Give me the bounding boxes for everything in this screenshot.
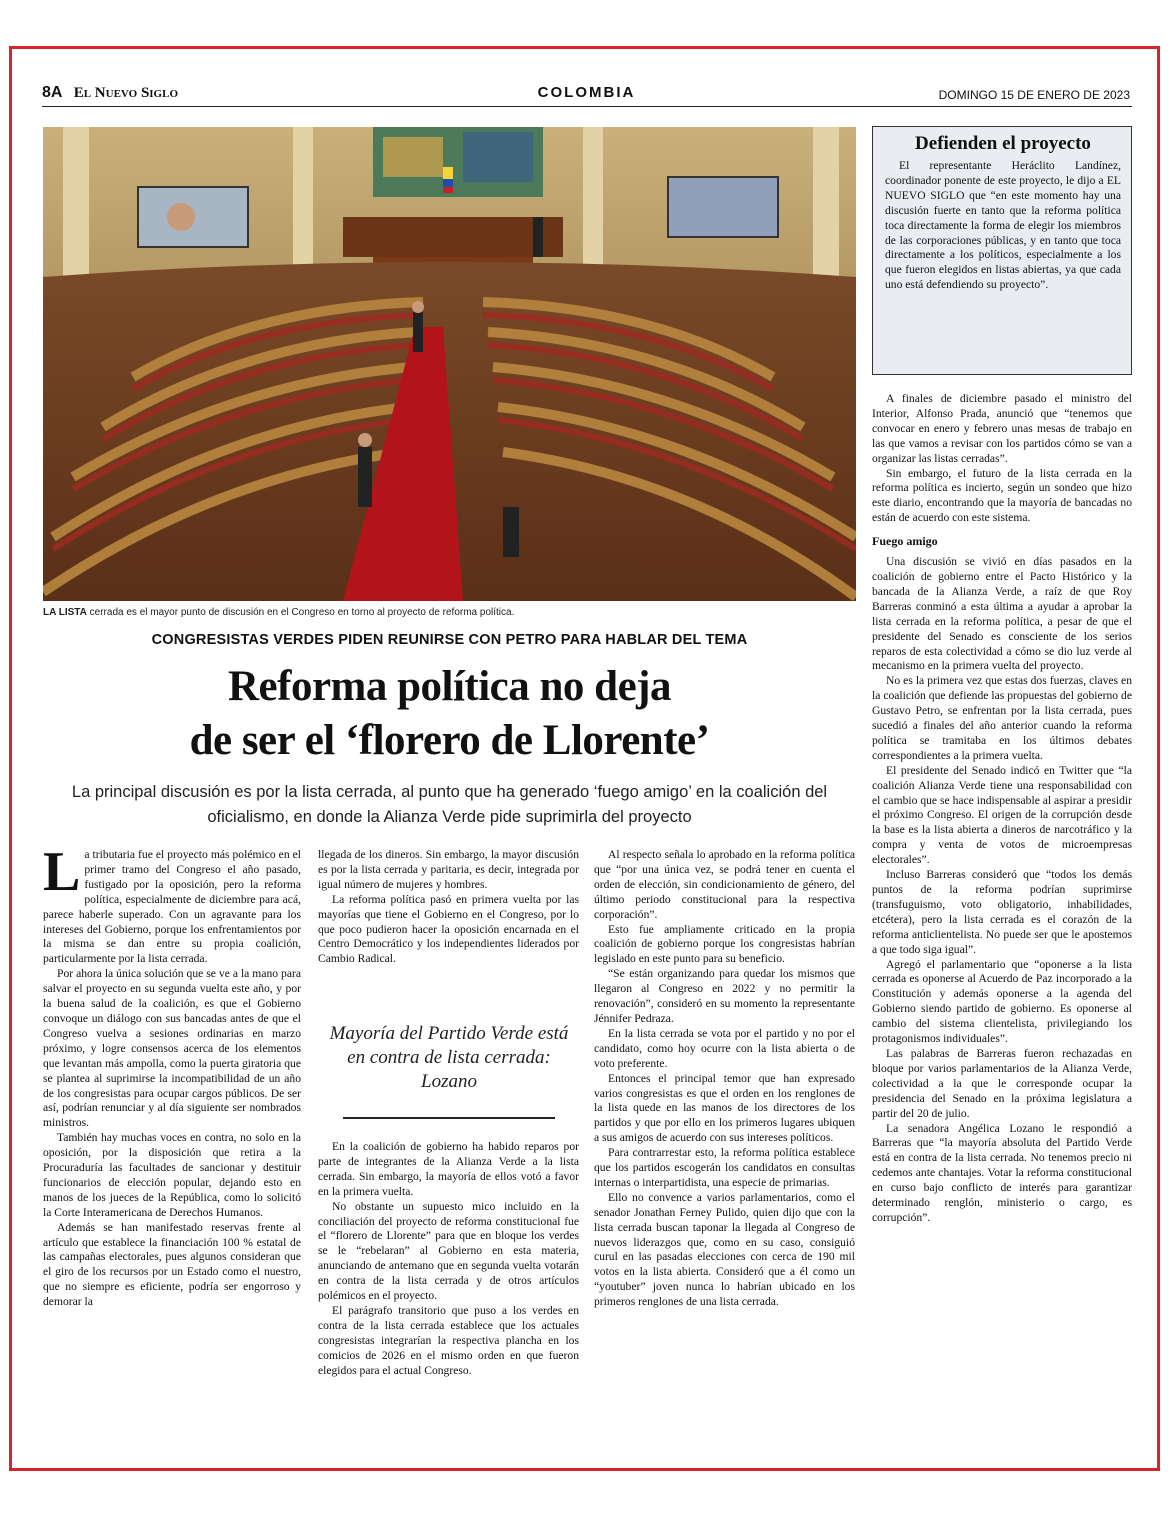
paragraph: Para contrarrestar esto, la reforma política establece que los partidos escogerán los candidatos en consultas internas o interpartidista, una especie de primarias. (594, 1146, 855, 1189)
article-column-2-continued (318, 1140, 579, 1379)
paragraph: El parágrafo transitorio que puso a los verdes en contra de la lista cerrada establece que los actuales congresistas integrarían la respectiva plancha en los comicios de 2026 en el mismo orden en que fueron elegidos para el actual Congreso. (318, 1303, 579, 1377)
paragraph: Esto fue ampliamente criticado en la propia coalición de gobierno porque los congresistas habrían legislado en este punto para su beneficio. (594, 922, 855, 966)
sidebar-box-text: El representante Heráclito Landínez, coordinador ponente de este proyecto, le dijo a EL NUEVO SIGLO que “en este momento hay una discusión fuerte en tanto que la reforma política toca directamente la forma de elegir los miembros de las corporaciones públicas, y en tanto que toca directamente a los políticos, especialmente a los que fueron elegidos en listas abiertas, ya que cada uno está defendiendo su proyecto”. (885, 159, 1121, 292)
paragraph: Al respecto señala lo aprobado en la reforma política que “por una única vez, se podrá tener en cuenta el orden de elección, sin condicionamiento de género, del último periodo constitucional para la respectiva corporación”. (594, 848, 855, 921)
paragraph: Incluso Barreras consideró que “todos los demás puntos de la reforma podrían suprimirse (transfuguismo, voto obligatorio, inhabilidades, etcétera), pero la lista cerrada es el corazón de la reforma anticlientelista. No puede ser que le apostemos a que todo siga igual”. (872, 868, 1132, 956)
page-number: 8A (42, 84, 63, 101)
paragraph: Las palabras de Barreras fueron rechazadas en bloque por varios parlamentarios de la Alianza Verde, colectividad a la que le corresponde ocupar la presidencia del Senado en la próxima legislatura a partir del 20 de julio. (872, 1046, 1132, 1120)
paragraph: Sin embargo, el futuro de la lista cerrada en la reforma política es incierto, según un sondeo que hizo este diario, encontrando que la mayoría de bancadas no están de acuerdo con este sistema. (872, 466, 1132, 525)
paragraph: Por ahora la única solución que se ve a la mano para salvar el proyecto en su segunda vuelta este año, y por la buena salud de la coalición, es que el Gobierno convoque un diálogo con sus bancadas antes de que el Congreso vuelva a sesiones ordinarias en marzo próximo, y logre consensos acerca de los elementos que levantan más ampolla, como la puerta giratoria que se plantea al suprimirse la incompatibilidad de un año de los congresistas para ocupar cargos públicos. De ser así, podrían renunciar y al día siguiente ser nombrados ministros. (43, 967, 301, 1130)
drop-cap: L (43, 841, 81, 903)
photo-caption (43, 607, 856, 618)
issue-date: DOMINGO 15 DE ENERO DE 2023 (938, 88, 1130, 102)
paragraph: En la lista cerrada se vota por el partido y no por el candidato, como hoy ocurre con la lista abierta o de voto preferente. (594, 1026, 855, 1070)
article-column-2 (318, 848, 579, 967)
paragraph: No obstante un supuesto mico incluido en la conciliación del proyecto de reforma constitucional fue el “florero de Llorente” para que en bloque los verdes se le “rebelaran” al Gobierno en esta materia, anunciando de antemano que en segunda vuelta votarán en contra de la lista cerrada y de otros artículos polémicos en el proyecto. (318, 1199, 579, 1303)
article-kicker: CONGRESISTAS VERDES PIDEN REUNIRSE CON PETRO PARA HABLAR DEL TEMA (151, 632, 748, 648)
paragraph: Además se han manifestado reservas frente al artículo que establece la financiación 100 % estatal de las campañas electorales, pues algunos consideran que el giro de los recursos por un Estado como el nuestro, que no siempre es eficiente, podría ser engorroso y demorar la (43, 1220, 301, 1309)
sidebar-box (872, 126, 1132, 375)
paragraph: No es la primera vez que estas dos fuerzas, claves en la coalición que defiende las propuestas del gobierno de Gustavo Petro, se enfrentan por la lista cerrada, pues sucedió a finales del año anterior cuando la reforma política se tramitaba en los últimos debates correspondientes a la primera vuelta. (872, 674, 1132, 762)
headline-line-2: de ser el ‘florero de Llorente’ (189, 717, 710, 764)
paragraph: A finales de diciembre pasado el ministro del Interior, Alfonso Prada, anunció que “tenemos que convocar en enero y febrero unas mesas de trabajo en las que vamos a revisar con los partidos cómo se van a organizar las listas cerradas”. (872, 392, 1132, 465)
article-column-4 (872, 392, 1132, 1226)
paragraph: Una discusión se vivió en días pasados en la coalición de gobierno entre el Pacto Histórico y la bancada de la Alianza Verde, a raíz de que Roy Barreras conminó a esta última a ayudar a aprobar la lista cerrada en la reforma política, a pesar de que el presidente del Senado es consciente de los serios reparos de esta colectividad a cómo se dio luz verde al mecanismo en la primera vuelta del proyecto. (872, 555, 1132, 673)
newspaper-name: El Nuevo Siglo (73, 85, 179, 101)
subhead: Fuego amigo (872, 534, 938, 549)
paragraph: Ello no convence a varios parlamentarios, como el senador Jonathan Ferney Pulido, quien dijo que con la lista cerrada buscan taponar la llegada al Congreso de nuevos liderazgos que, como en su caso, consiguió curul en las pasadas elecciones con cerca de 190 mil votos en la lista abierta. Consideró que a él como un “youtuber” joven nunca lo habrían ubicado en los primeros renglones de una lista cerrada. (594, 1190, 855, 1309)
paragraph: “Se están organizando para quedar los mismos que llegaron al Congreso en 2022 y no permitir la renovación”, consideró en su momento la representante Jénnifer Pedraza. (594, 967, 855, 1025)
paragraph: La reforma política pasó en primera vuelta por las mayorías que tiene el Gobierno en el Congreso, por lo que poco pudieron hacer la oposición encarnada en el Centro Democrático y los independientes liderados por Cambio Radical. (318, 892, 579, 966)
paragraph: El presidente del Senado indicó en Twitter que “la coalición Alianza Verde tiene una responsabilidad con el cambio que se hace indispensable al aspirar a presidir el próximo Congreso. El origen de la corrupción desde la base es la lista abierta a dineros de narcotráfico y la compra y venta de votos de microempresas electorales”. (872, 763, 1132, 867)
paragraph: Entonces el principal temor que han expresado varios congresistas es que el orden en los renglones de la lista quede en las manos de los directores de los partidos y que por ello en los primeros lugares ubiquen a sus amigos de acuerdo con sus intereses políticos. (594, 1071, 855, 1145)
paragraph: La senadora Angélica Lozano le respondió a Barreras que “la mayoría absoluta del Partido Verde está en contra de la lista cerrada. No tenemos precio ni cedemos ante chantajes. Votar la reforma constitucional en curso bajo conflicto de interés para garantizar determinado renglón, ministerio o cargo, es corrupción”. (872, 1121, 1132, 1224)
pull-quote: Mayoría del Partido Verde está en contra de lista cerrada: Lozano (329, 1023, 569, 1092)
header-rule (42, 106, 1132, 107)
headline-line-1: Reforma política no deja (227, 663, 671, 710)
caption-text: cerrada es el mayor punto de discusión en el Congreso en torno al proyecto de reforma política. (86, 607, 515, 618)
paragraph: llegada de los dineros. Sin embargo, la mayor discusión es por la lista cerrada y paritaria, es decir, integrada por igual número de mujeres y hombres. (318, 848, 579, 891)
paragraph: Agregó el parlamentario que “oponerse a la lista cerrada es oponerse al Acuerdo de Paz incorporado a la Constitución y además oponerse a la agenda del Gobierno siendo partido de gobierno. Es oponerse al cambio del sistema clientelista, privilegiando los protagonismos individuales”. (872, 957, 1132, 1046)
pull-quote-rule (343, 1117, 555, 1119)
article-deck: La principal discusión es por la lista cerrada, al punto que ha generado ‘fuego amigo’ en la coalición del oficialismo, en donde la Alianza Verde pide suprimirla del proyecto (71, 783, 828, 826)
congress-photo (43, 127, 856, 601)
article-column-3 (594, 848, 855, 1310)
sidebar-box-title: Defienden el proyecto (915, 133, 1091, 154)
section-name: COLOMBIA (537, 84, 636, 101)
caption-lead: LA LISTA (43, 607, 87, 618)
paragraph: También hay muchas voces en contra, no solo en la oposición, por la disposición que retira a la Procuraduría las facultades de sancionar y destituir funcionarios de elección popular, dejando esto en manos de los jueces de la República, como lo solicitó la Corte Interamericana de Derechos Humanos. (43, 1131, 301, 1219)
article-headline (43, 660, 856, 768)
paragraph: En la coalición de gobierno ha habido reparos por parte de integrantes de la Alianza Verde a la lista cerrada. Sin embargo, la mayoría de ellos votó a favor en la primera vuelta. (318, 1140, 579, 1198)
paragraph: La tributaria fue el proyecto más polémico en el primer tramo del Congreso el año pasado, fustigado por la oposición, pero la reforma política, especialmente de diciembre para acá, parece haberle superado. Con un agravante para los intereses del Gobierno, porque los enfrentamientos por la misma se dan entre su propia coalición, particularmente por la lista cerrada. (43, 841, 301, 966)
article-column-1 (43, 841, 301, 1310)
